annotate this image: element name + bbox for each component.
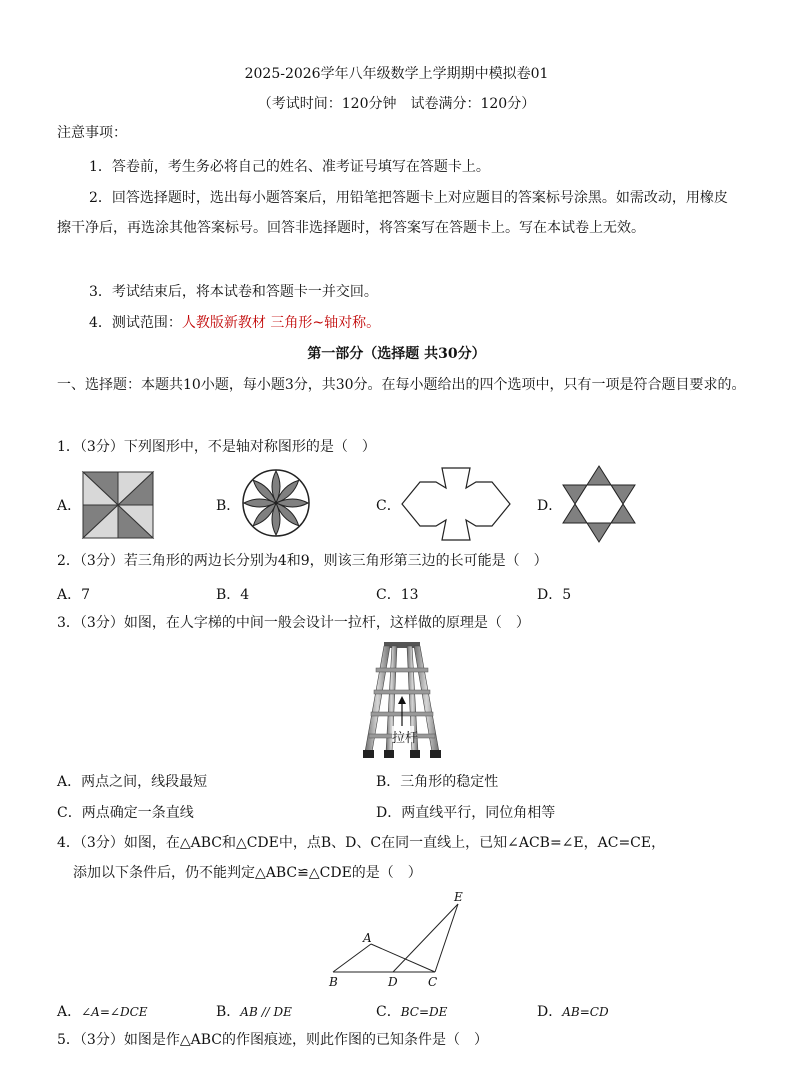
q1-figure-pinwheel (83, 472, 153, 538)
note-item-4-prefix: 4．测试范围： (89, 315, 182, 331)
q4-option-d (537, 1001, 609, 1021)
q4-option-a-math: ∠A=∠DCE (81, 1005, 148, 1019)
q1-option-b-label: B． (216, 498, 241, 514)
section-title: 第一部分（选择题 共30分） (307, 346, 486, 362)
q4-option-c-label: C． (376, 1004, 401, 1020)
q3-option-b: B．三角形的稳定性 (376, 774, 499, 790)
q4-option-d-label: D． (537, 1004, 563, 1020)
q1-figure-star-of-david (563, 466, 635, 542)
q5-stem: 5．（3分）如图是作△ABC的作图痕迹，则此作图的已知条件是（ ） (57, 1032, 488, 1048)
q1-figure-hexagon-star (402, 468, 510, 540)
q1-stem: 1．（3分）下列图形中，不是轴对称图形的是（ ） (57, 439, 376, 455)
q4-stem-line-1: 4．（3分）如图，在△ABC和△CDE中，点B、D、C在同一直线上，已知∠ACB=∠E，AC=CE， (57, 835, 666, 851)
q4-point-a: A (363, 931, 372, 945)
q4-point-d: D (388, 975, 398, 989)
q3-option-c: C．两点确定一条直线 (57, 805, 194, 821)
q4-point-e: E (454, 890, 463, 904)
q1-option-d-label: D． (537, 498, 563, 514)
q3-option-a: A．两点之间，线段最短 (57, 774, 208, 790)
q4-option-a (57, 1001, 148, 1021)
q4-option-b (216, 1001, 292, 1021)
q4-stem-line-2: 添加以下条件后，仍不能判定△ABC≌△CDE的是（ ） (73, 865, 422, 881)
q4-triangle-figure (325, 888, 475, 990)
q2-option-d: D．5 (537, 587, 572, 603)
q2-option-a: A．7 (57, 587, 91, 603)
q4-option-d-math: AB=CD (562, 1005, 609, 1019)
page-title: 2025-2026学年八年级数学上学期期中模拟卷01 (244, 66, 549, 82)
q4-point-b: B (329, 975, 338, 989)
exam-info: （考试时间：120分钟 试卷满分：120分） (257, 96, 536, 112)
q2-option-c: C．13 (376, 587, 419, 603)
q4-point-c: C (428, 975, 438, 989)
note-item-4 (57, 308, 739, 338)
section-instruction (57, 370, 747, 400)
q4-option-a-label: A． (57, 1004, 82, 1020)
note-item-3: 3．考试结束后，将本试卷和答题卡一并交回。 (89, 284, 378, 300)
q4-option-c-math: BC=DE (400, 1005, 448, 1019)
note-item-2: 2．回答选择题时，选出每小题答案后，用铅笔把答题卡上对应题目的答案标号涂黑。如需改动，用橡皮擦干净后，再选涂其他答案标号。回答非选择题时，将答案写在答题卡上。写在本试卷上无效。 (57, 190, 728, 236)
test-range: 人教版新教材 三角形~轴对称。 (181, 315, 381, 331)
q4-option-b-math: AB // DE (240, 1005, 292, 1019)
q1-option-a-label: A． (57, 498, 82, 514)
q4-option-c (376, 1001, 447, 1021)
notes-heading: 注意事项： (57, 125, 127, 141)
q3-option-d: D．两直线平行，同位角相等 (376, 805, 556, 821)
q2-option-b: B．4 (216, 587, 250, 603)
note-item-1: 1．答卷前，考生务必将自己的姓名、准考证号填写在答题卡上。 (89, 159, 490, 175)
q2-stem: 2．（3分）若三角形的两边长分别为4和9，则该三角形第三边的长可能是（ ） (57, 553, 548, 569)
q1-figure-flower-circle (241, 468, 311, 538)
q3-pull-rod-label: 拉杆 (392, 731, 419, 746)
section-instruction-text: 一、选择题：本题共10小题，每小题3分，共30分。在每小题给出的四个选项中，只有一项是符合题目要求的。 (57, 377, 746, 393)
q1-option-c-label: C． (376, 498, 401, 514)
q3-stem: 3．（3分）如图，在人字梯的中间一般会设计一拉杆，这样做的原理是（ ） (57, 615, 530, 631)
q4-option-b-label: B． (216, 1004, 241, 1020)
